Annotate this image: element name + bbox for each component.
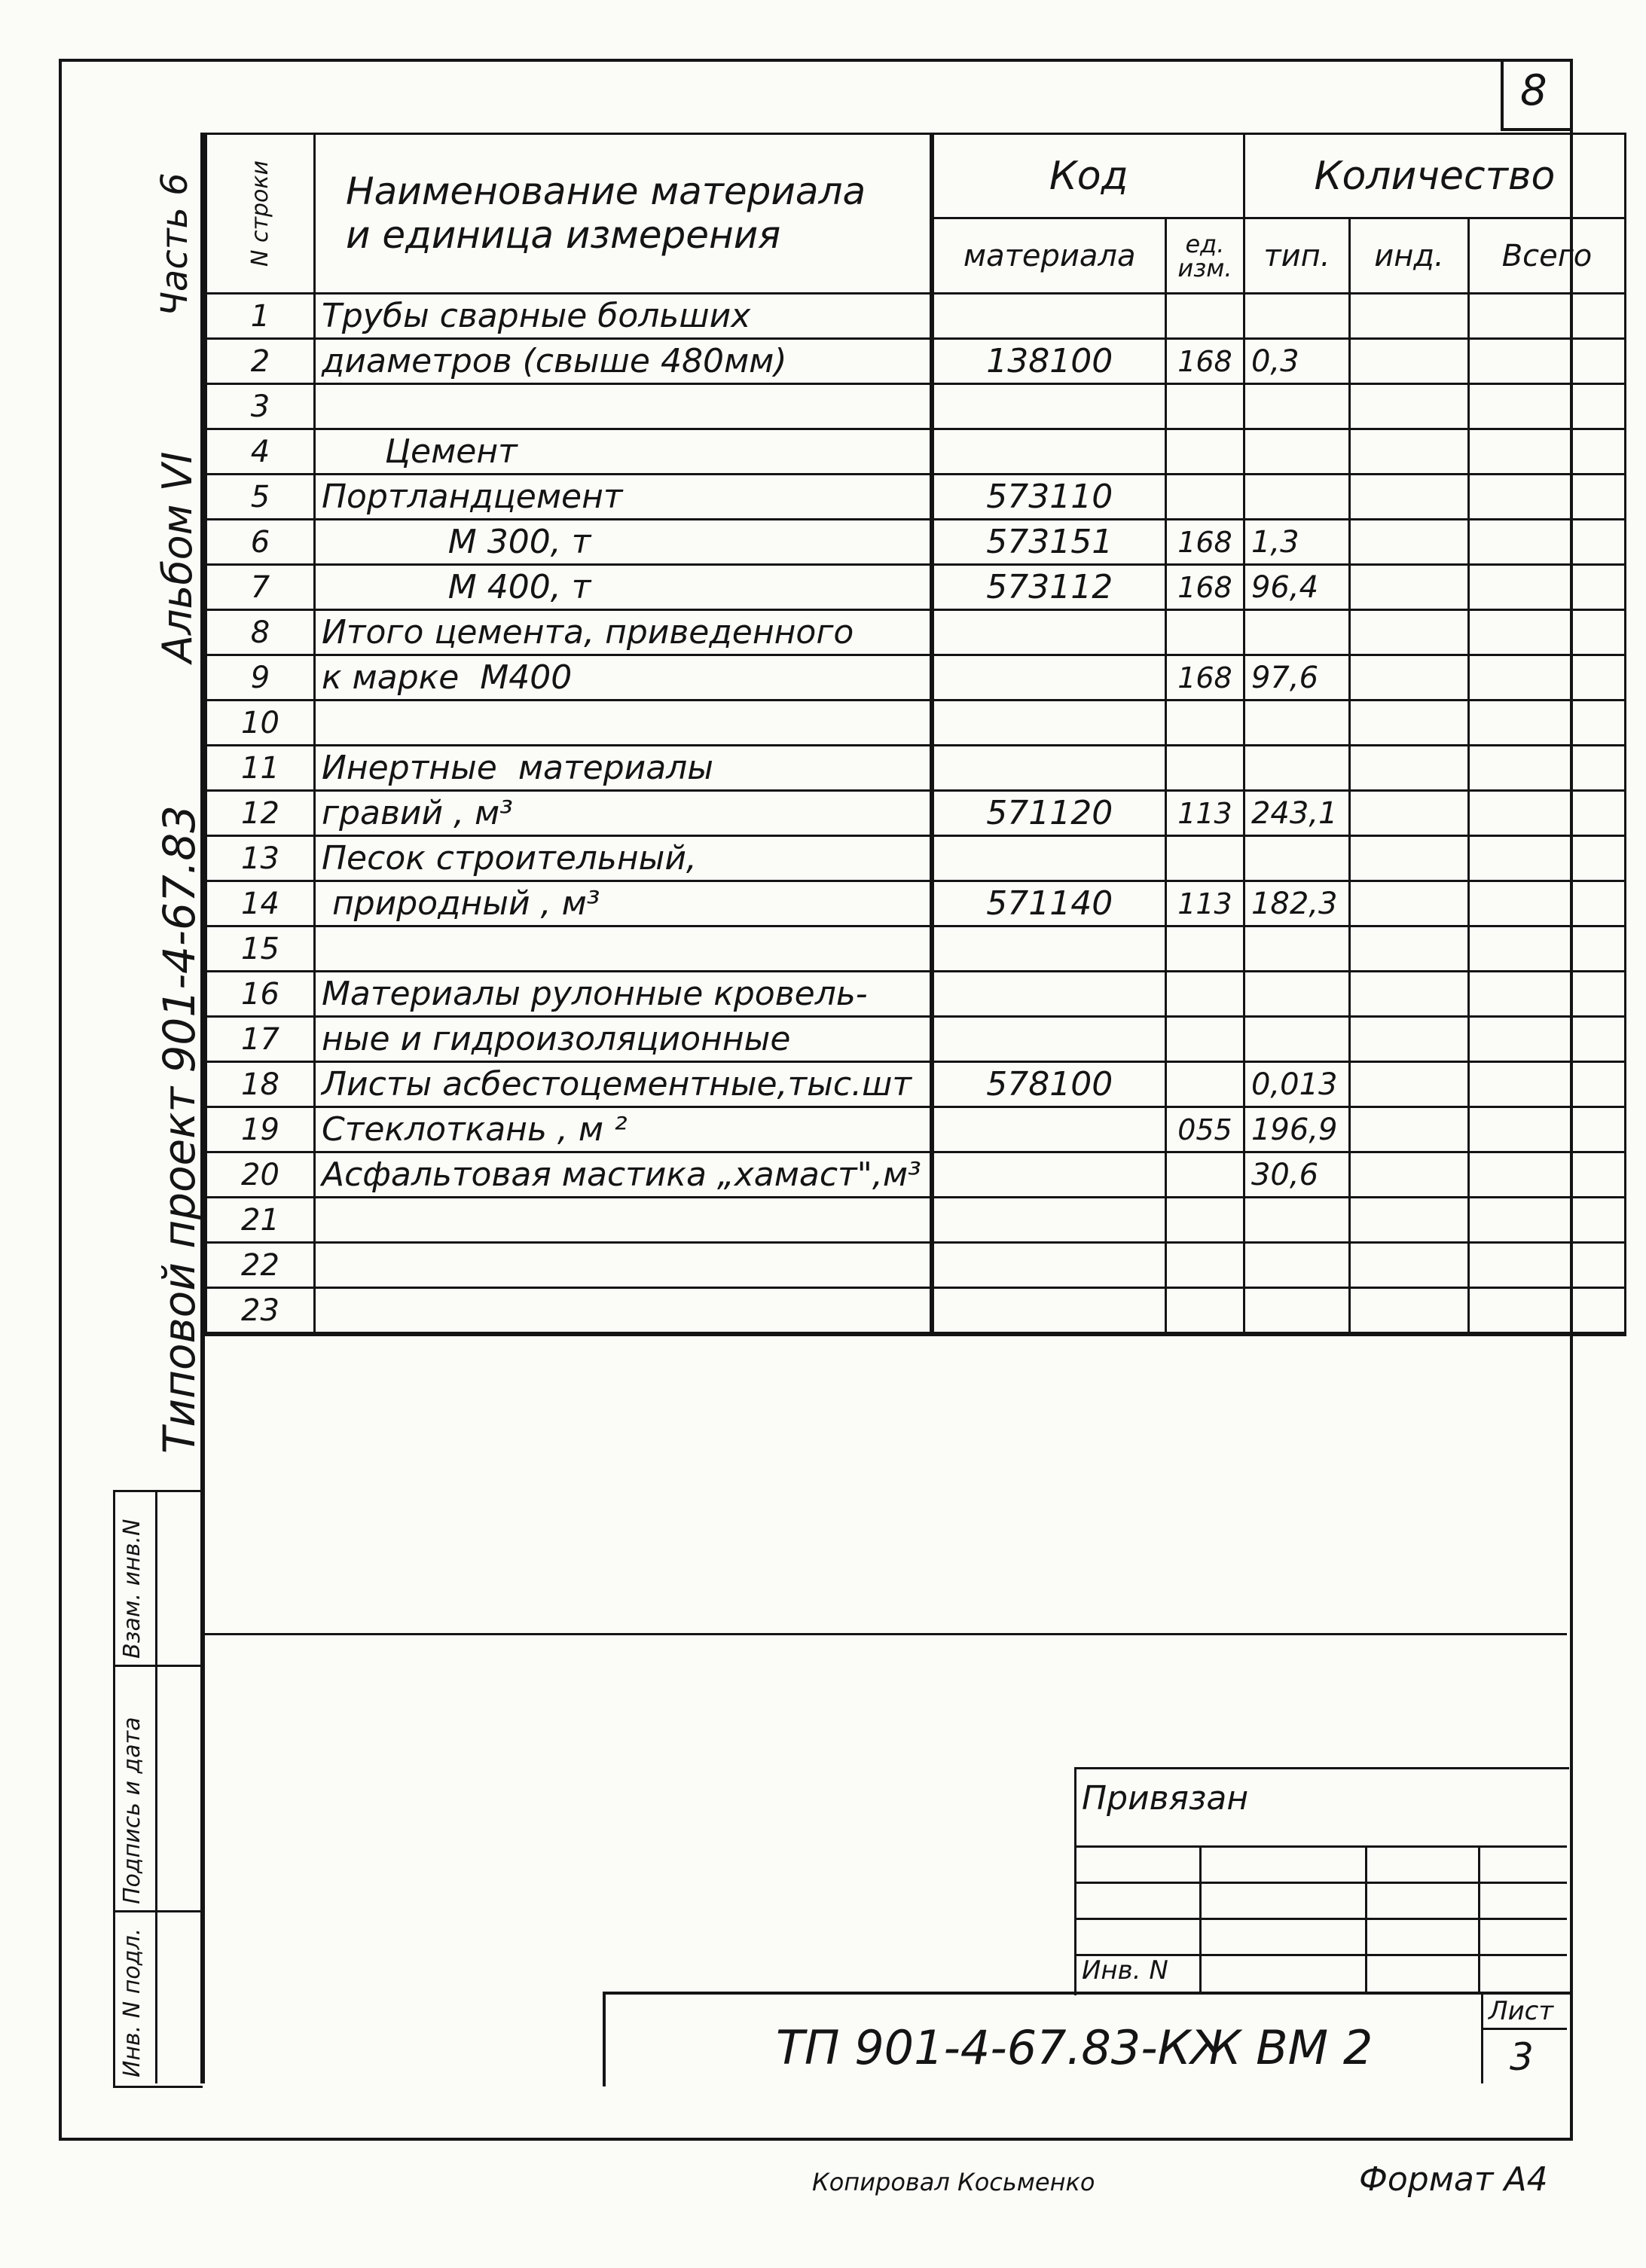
row-material-code: 578100 (932, 1062, 1165, 1107)
binding-vline-2 (1365, 1845, 1367, 1993)
table-row (206, 339, 1626, 384)
row-unit-code (1165, 1017, 1244, 1062)
materials-table (205, 133, 1626, 1336)
row-qty-ind (1349, 1107, 1468, 1152)
row-qty-ind (1349, 746, 1468, 791)
row-material-code: 573110 (932, 475, 1165, 520)
title-sheet-rule (1481, 2028, 1567, 2030)
row-unit-code: 113 (1165, 791, 1244, 836)
row-qty-total (1468, 881, 1625, 926)
binding-line-3 (1074, 1918, 1567, 1920)
row-unit-code (1165, 746, 1244, 791)
row-qty-total (1468, 701, 1625, 746)
row-number: 4 (206, 429, 315, 475)
row-name (314, 1243, 932, 1288)
row-unit-code (1165, 475, 1244, 520)
side-album: Альбом VI (154, 451, 201, 663)
row-name: Асфальтовая мастика „хамаст",м³ (314, 1152, 932, 1198)
footer-copied: Копировал Косьменко (812, 2168, 1095, 2196)
row-qty-total (1468, 791, 1625, 836)
row-material-code (932, 1152, 1165, 1198)
row-number: 17 (206, 1017, 315, 1062)
row-unit-code (1165, 1152, 1244, 1198)
row-number: 14 (206, 881, 315, 926)
row-qty-total (1468, 520, 1625, 565)
header-unit: ед. изм. (1165, 218, 1244, 294)
row-number: 12 (206, 791, 315, 836)
row-qty-typ: 97,6 (1244, 655, 1349, 701)
row-name: Инертные материалы (314, 746, 932, 791)
row-number: 10 (206, 701, 315, 746)
row-qty-ind (1349, 881, 1468, 926)
row-material-code (932, 1243, 1165, 1288)
table-row (206, 294, 1626, 339)
row-qty-total (1468, 475, 1625, 520)
stamp-signature-date: Подпись и дата (119, 1717, 145, 1904)
row-unit-code: 055 (1165, 1107, 1244, 1152)
row-material-code (932, 1288, 1165, 1335)
row-number: 16 (206, 972, 315, 1017)
row-qty-ind (1349, 926, 1468, 972)
header-material: материала (932, 218, 1165, 294)
row-qty-total (1468, 1198, 1625, 1243)
row-name: М 300, т (314, 520, 932, 565)
row-qty-total (1468, 836, 1625, 881)
row-name (314, 701, 932, 746)
row-qty-total (1468, 972, 1625, 1017)
row-material-code: 573112 (932, 565, 1165, 610)
row-material-code (932, 1198, 1165, 1243)
row-name (314, 1288, 932, 1335)
row-number: 8 (206, 610, 315, 655)
row-name (314, 384, 932, 429)
row-unit-code (1165, 1288, 1244, 1335)
row-name: гравий , м³ (314, 791, 932, 836)
row-qty-ind (1349, 1062, 1468, 1107)
stamp-replace-inv: Взам. инв.N (119, 1519, 145, 1659)
row-material-code (932, 746, 1165, 791)
row-qty-typ (1244, 429, 1349, 475)
row-qty-total (1468, 339, 1625, 384)
table-row (206, 565, 1626, 610)
row-qty-typ: 196,9 (1244, 1107, 1349, 1152)
row-qty-typ: 1,3 (1244, 520, 1349, 565)
row-number: 1 (206, 294, 315, 339)
row-qty-ind (1349, 520, 1468, 565)
row-unit-code (1165, 926, 1244, 972)
binding-line-2 (1074, 1882, 1567, 1884)
row-name: Портландцемент (314, 475, 932, 520)
table-row (206, 836, 1626, 881)
table-row (206, 746, 1626, 791)
table-row (206, 1062, 1626, 1107)
row-qty-total (1468, 1017, 1625, 1062)
row-qty-ind (1349, 475, 1468, 520)
row-qty-typ: 0,013 (1244, 1062, 1349, 1107)
row-name: Листы асбестоцементные,тыс.шт (314, 1062, 932, 1107)
row-unit-code (1165, 1198, 1244, 1243)
row-number: 21 (206, 1198, 315, 1243)
header-row-no: N строки (206, 134, 315, 294)
table-row (206, 972, 1626, 1017)
row-unit-code (1165, 836, 1244, 881)
row-name: к марке М400 (314, 655, 932, 701)
table-row (206, 1152, 1626, 1198)
row-qty-ind (1349, 1152, 1468, 1198)
row-number: 20 (206, 1152, 315, 1198)
table-row (206, 1107, 1626, 1152)
row-number: 3 (206, 384, 315, 429)
corner-number: 8 (1520, 66, 1547, 115)
row-qty-ind (1349, 339, 1468, 384)
row-unit-code (1165, 384, 1244, 429)
row-unit-code (1165, 294, 1244, 339)
row-qty-typ (1244, 294, 1349, 339)
table-row (206, 610, 1626, 655)
row-material-code: 571120 (932, 791, 1165, 836)
row-qty-total (1468, 565, 1625, 610)
row-qty-ind (1349, 1288, 1468, 1335)
side-part: Часть 6 (154, 172, 196, 316)
row-qty-total (1468, 1062, 1625, 1107)
row-name: Песок строительный, (314, 836, 932, 881)
row-qty-typ (1244, 475, 1349, 520)
row-qty-total (1468, 1107, 1625, 1152)
row-number: 2 (206, 339, 315, 384)
row-material-code (932, 1017, 1165, 1062)
row-unit-code (1165, 1243, 1244, 1288)
row-name (314, 1198, 932, 1243)
row-qty-typ: 243,1 (1244, 791, 1349, 836)
header-code: Код (932, 134, 1244, 218)
row-name: М 400, т (314, 565, 932, 610)
row-qty-ind (1349, 655, 1468, 701)
row-qty-typ (1244, 384, 1349, 429)
row-number: 6 (206, 520, 315, 565)
row-unit-code (1165, 701, 1244, 746)
row-qty-typ: 30,6 (1244, 1152, 1349, 1198)
row-qty-typ: 182,3 (1244, 881, 1349, 926)
row-unit-code: 168 (1165, 655, 1244, 701)
row-qty-typ (1244, 1198, 1349, 1243)
row-name (314, 926, 932, 972)
row-qty-ind (1349, 610, 1468, 655)
row-qty-typ (1244, 746, 1349, 791)
table-row (206, 881, 1626, 926)
row-qty-typ (1244, 926, 1349, 972)
row-material-code (932, 972, 1165, 1017)
header-typ: тип. (1244, 218, 1349, 294)
row-qty-typ: 96,4 (1244, 565, 1349, 610)
row-name: природный , м³ (314, 881, 932, 926)
row-number: 5 (206, 475, 315, 520)
binding-vline-3 (1478, 1845, 1480, 1993)
row-qty-total (1468, 1152, 1625, 1198)
row-qty-total (1468, 926, 1625, 972)
table-row (206, 384, 1626, 429)
row-qty-ind (1349, 701, 1468, 746)
row-qty-total (1468, 1243, 1625, 1288)
row-name: ные и гидроизоляционные (314, 1017, 932, 1062)
row-name: Итого цемента, приведенного (314, 610, 932, 655)
row-unit-code: 113 (1165, 881, 1244, 926)
row-qty-typ (1244, 1243, 1349, 1288)
row-number: 22 (206, 1243, 315, 1288)
row-qty-total (1468, 655, 1625, 701)
row-material-code (932, 836, 1165, 881)
row-number: 7 (206, 565, 315, 610)
row-material-code (932, 701, 1165, 746)
row-qty-ind (1349, 1017, 1468, 1062)
row-material-code: 138100 (932, 339, 1165, 384)
row-qty-ind (1349, 791, 1468, 836)
binding-vline-1 (1199, 1845, 1202, 1993)
row-unit-code (1165, 429, 1244, 475)
table-row (206, 520, 1626, 565)
table-row (206, 791, 1626, 836)
side-project: Типовой проект 901-4-67.83 (154, 805, 205, 1454)
row-material-code (932, 294, 1165, 339)
row-qty-typ (1244, 1017, 1349, 1062)
row-qty-total (1468, 610, 1625, 655)
row-material-code (932, 384, 1165, 429)
row-name: Цемент (314, 429, 932, 475)
row-name: Материалы рулонные кровель- (314, 972, 932, 1017)
row-qty-ind (1349, 1198, 1468, 1243)
stamp-inv-original: Инв. N подл. (119, 1928, 145, 2077)
table-row (206, 1243, 1626, 1288)
row-material-code (932, 926, 1165, 972)
row-qty-total (1468, 746, 1625, 791)
table-bottom-rule (200, 1633, 1567, 1635)
table-row (206, 655, 1626, 701)
row-unit-code: 168 (1165, 339, 1244, 384)
header-quantity: Количество (1244, 134, 1625, 218)
row-unit-code: 168 (1165, 520, 1244, 565)
table-row (206, 475, 1626, 520)
header-name: Наименование материала и единица измерения (314, 134, 932, 294)
row-material-code (932, 1107, 1165, 1152)
row-material-code (932, 429, 1165, 475)
row-name: Трубы сварные больших (314, 294, 932, 339)
document-designation: ТП 901-4-67.83-КЖ ВМ 2 (776, 2020, 1373, 2075)
binding-line-1 (1074, 1845, 1567, 1848)
binding-title: Привязан (1082, 1779, 1249, 1818)
row-material-code: 571140 (932, 881, 1165, 926)
row-qty-ind (1349, 836, 1468, 881)
row-unit-code: 168 (1165, 565, 1244, 610)
sheet-number: 3 (1510, 2035, 1534, 2079)
row-qty-ind (1349, 565, 1468, 610)
row-unit-code (1165, 972, 1244, 1017)
row-qty-ind (1349, 429, 1468, 475)
row-number: 23 (206, 1288, 315, 1335)
binding-inv: Инв. N (1082, 1955, 1168, 1986)
header-ind: инд. (1349, 218, 1468, 294)
header-total: Всего (1468, 218, 1625, 294)
table-row (206, 926, 1626, 972)
row-number: 18 (206, 1062, 315, 1107)
row-number: 19 (206, 1107, 315, 1152)
sheet-label: Лист (1489, 1996, 1554, 2026)
row-qty-ind (1349, 384, 1468, 429)
table-row (206, 1198, 1626, 1243)
row-material-code (932, 610, 1165, 655)
row-qty-total (1468, 429, 1625, 475)
row-qty-typ (1244, 610, 1349, 655)
table-row (206, 1017, 1626, 1062)
row-name: Стеклоткань , м ² (314, 1107, 932, 1152)
row-number: 13 (206, 836, 315, 881)
row-unit-code (1165, 1062, 1244, 1107)
row-qty-ind (1349, 1243, 1468, 1288)
row-qty-typ (1244, 1288, 1349, 1335)
row-qty-total (1468, 294, 1625, 339)
row-qty-ind (1349, 294, 1468, 339)
table-row (206, 701, 1626, 746)
row-unit-code (1165, 610, 1244, 655)
table-row (206, 429, 1626, 475)
row-qty-ind (1349, 972, 1468, 1017)
title-sheet-divider (1481, 1992, 1483, 2083)
row-material-code (932, 655, 1165, 701)
row-qty-total (1468, 384, 1625, 429)
row-qty-typ: 0,3 (1244, 339, 1349, 384)
row-number: 11 (206, 746, 315, 791)
row-name: диаметров (свыше 480мм) (314, 339, 932, 384)
row-qty-typ (1244, 836, 1349, 881)
row-number: 9 (206, 655, 315, 701)
row-qty-total (1468, 1288, 1625, 1335)
footer-format: Формат А4 (1359, 2160, 1548, 2199)
row-qty-typ (1244, 972, 1349, 1017)
row-number: 15 (206, 926, 315, 972)
stamp-inner-line (155, 1490, 157, 2083)
row-qty-typ (1244, 701, 1349, 746)
table-row (206, 1288, 1626, 1335)
row-material-code: 573151 (932, 520, 1165, 565)
